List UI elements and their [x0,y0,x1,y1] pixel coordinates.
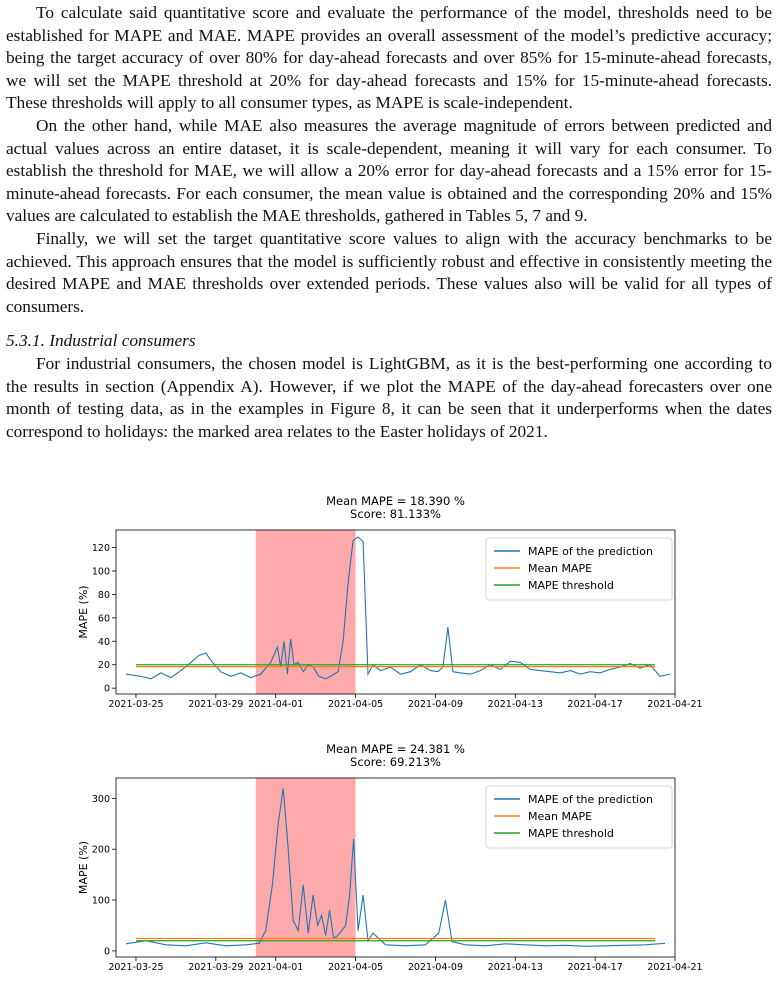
chart-title: Mean MAPE = 18.390 % [326,494,465,508]
y-axis-label: MAPE (%) [77,585,90,639]
y-tick-label: 0 [103,946,110,958]
legend-label: MAPE of the prediction [528,793,653,806]
chart-subtitle: Score: 69.213% [350,755,441,769]
y-tick-label: 200 [91,844,110,856]
paragraph: To calculate said quantitative score and evaluate the performance of the model, thresholds need to be established for MAPE and MAE. MAPE provides an overall assessment of the model’s predictive accuracy; being the target accuracy of over 80% for day-ahead forecasts and over 85% for 15-minute-ahead forecasts, we will set the MAPE threshold at 20% for day-ahead forecasts and 15% for 15-minute-ahead forecasts. These thresholds will apply to all consumer types, as MAPE is scale-independent. [6,3,772,113]
chart-mape-day-ahead-2 [0,740,779,981]
x-tick-label: 2021-03-29 [188,962,244,973]
legend-label: Mean MAPE [528,810,593,823]
y-tick-label: 120 [91,543,110,555]
x-tick-label: 2021-03-29 [188,699,244,710]
x-tick-label: 2021-04-01 [248,962,304,973]
x-tick-label: 2021-04-17 [567,962,623,973]
x-tick-label: 2021-04-13 [487,962,543,973]
y-tick-label: 80 [97,589,110,601]
x-tick-label: 2021-04-13 [487,699,543,710]
chart-mape-day-ahead-1 [0,492,779,722]
x-tick-label: 2021-04-05 [327,962,384,973]
x-tick-label: 2021-03-25 [108,962,164,973]
y-tick-label: 0 [103,683,110,695]
y-tick-label: 100 [91,895,110,907]
y-tick-label: 300 [91,793,110,805]
legend-label: MAPE of the prediction [528,545,653,558]
x-tick-label: 2021-04-09 [407,699,464,710]
x-tick-label: 2021-04-05 [327,699,384,710]
y-axis-label: MAPE (%) [77,840,90,895]
paragraph: For industrial consumers, the chosen model is LightGBM, as it is the best-performing one according to the results in section (Appendix A). However, if we plot the MAPE of the day-ahead forecasters over one month of testing data, as in the examples in Figure 8, it can be seen that it underperforms when the dates correspond to holidays: the marked area relates to the Easter holidays of 2021. [6,353,772,441]
y-tick-label: 60 [97,613,110,625]
y-tick-label: 20 [97,660,110,672]
section-title: 5.3.1. Industrial consumers [6,331,196,351]
body-text [6,2,772,443]
x-tick-label: 2021-03-25 [108,699,164,710]
chart-title: Mean MAPE = 24.381 % [326,742,465,756]
x-tick-label: 2021-04-01 [248,699,304,710]
paragraph: On the other hand, while MAE also measures the average magnitude of errors between predicted and actual values across an entire dataset, it is scale-dependent, meaning it will vary for each consumer. To establish the threshold for MAE, we will allow a 20% error for day-ahead forecasts and a 15% error for 15-minute-ahead forecasts. For each consumer, the mean value is obtained and the corresponding 20% and 15% values are calculated to establish the MAE thresholds, gathered in Tables 5, 7 and 9. [6,115,772,226]
legend-label: MAPE threshold [528,579,614,592]
paragraph: Finally, we will set the target quantitative score values to align with the accuracy benchmarks to be achieved. This approach ensures that the model is sufficiently robust and effective in consistently meeting the desired MAPE and MAE thresholds over extended periods. These values also will be valid for all types of consumers. [6,228,772,316]
legend-label: MAPE threshold [528,827,614,840]
holiday-highlight [256,530,356,694]
x-tick-label: 2021-04-21 [647,962,703,973]
y-tick-label: 100 [91,566,110,578]
x-tick-label: 2021-04-21 [647,699,703,710]
y-tick-label: 40 [97,636,110,648]
x-tick-label: 2021-04-17 [567,699,623,710]
chart-subtitle: Score: 81.133% [350,507,441,521]
legend-label: Mean MAPE [528,562,593,575]
holiday-highlight [256,778,356,957]
x-tick-label: 2021-04-09 [407,962,464,973]
